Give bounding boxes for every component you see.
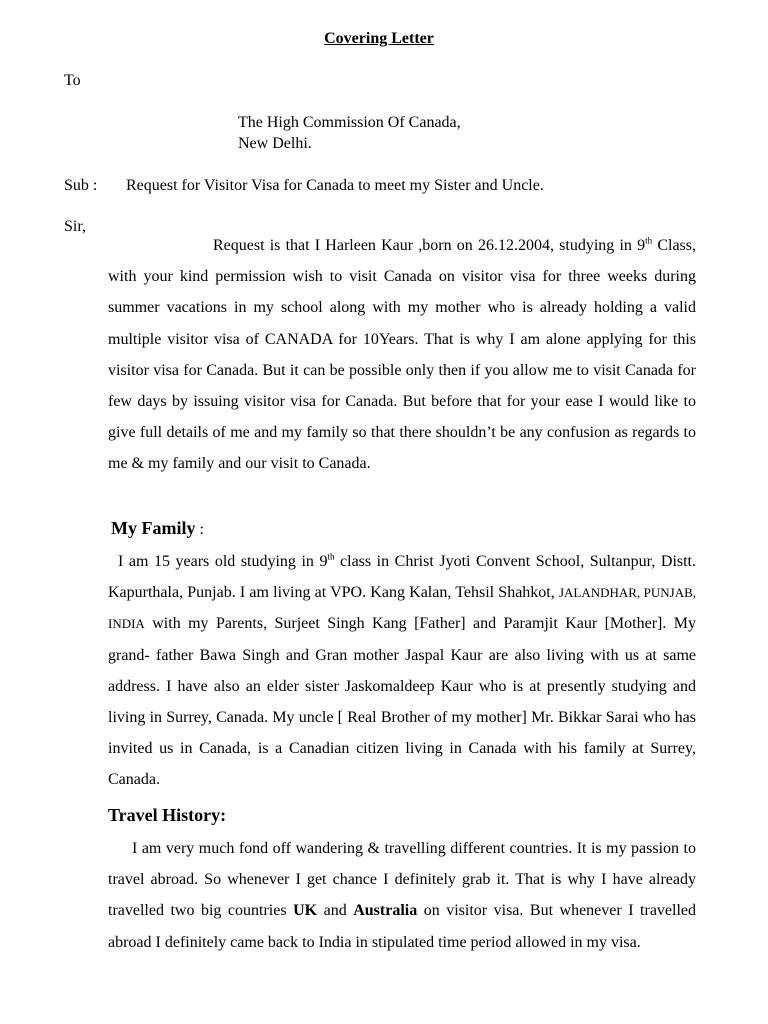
family-heading [111, 518, 204, 539]
travel-text-2: and [317, 902, 354, 920]
subject-label: Sub : [64, 177, 98, 194]
intro-superscript: th [645, 235, 653, 246]
family-heading-colon: : [195, 521, 204, 538]
family-superscript: th [327, 551, 335, 562]
subject-text: Request for Visitor Visa for Canada to meet my Sister and Uncle. [126, 177, 544, 194]
family-text-2: class in Christ Jyoti Convent School, Sultanpur, Distt. Kapurthala, Punjab. I am living at VPO. Kang Kalan, Tehsil Shahkot, [108, 553, 696, 602]
family-text-1: I am 15 years old studying in 9 [118, 553, 328, 570]
travel-country-australia: Australia [353, 902, 418, 920]
intro-text-2: Class, with your kind permission wish to visit Canada on visitor visa for three weeks during summer vacations in my school along with my mother who is already holding a valid multiple visitor visa of CANADA for 10Years. That is why I am alone applying for this visitor visa for Canada. But it can be possible only then if you allow me to visit Canada for few days by issuing visitor visa for Canada. But before that for your ease I would like to give full details of me and my family so that there shouldn’t be any confusion as regards to me & my family and our visit to Canada. [108, 237, 697, 473]
family-heading-text: My Family [111, 518, 196, 538]
to-label: To [64, 72, 81, 89]
travel-heading: Travel History: [108, 805, 227, 825]
recipient-line-2: New Delhi. [238, 135, 312, 152]
travel-text-1: I am very much fond off wandering & travelling different countries. It is my passion to travel abroad. So whenever I get chance I definitely grab it. That is why I have already travelled two big countries [108, 840, 696, 920]
letter-title: Covering Letter [324, 30, 434, 47]
family-text-3: with my Parents, Surjeet Singh Kang [Father] and Paramjit Kaur [Mother]. My grand- father Bawa Singh and Gran mother Jaspal Kaur are also living with us at same address. I have also an elder sister Jaskomaldeep Kaur who is at presently studying and living in Surrey, Canada. My uncle [ Real Brother of my mother] Mr. Bikkar Sarai who has invited us in Canada, is a Canadian citizen living in Canada with his family at Surrey, Canada. [108, 615, 696, 789]
salutation: Sir, [64, 218, 87, 235]
family-address-caps: JALANDHAR, PUNJAB, INDIA [108, 585, 697, 632]
intro-paragraph [108, 230, 696, 480]
travel-paragraph [108, 833, 696, 958]
recipient-line-1: The High Commission Of Canada, [238, 114, 461, 131]
intro-text-1: Request is that I Harleen Kaur ,born on 26.12.2004, studying in 9 [213, 237, 646, 254]
travel-text-3: on visitor visa. But whenever I travelled abroad I definitely came back to India in stipulated time period allowed in my visa. [108, 902, 697, 951]
family-paragraph [108, 546, 696, 796]
travel-country-uk: UK [293, 902, 318, 920]
